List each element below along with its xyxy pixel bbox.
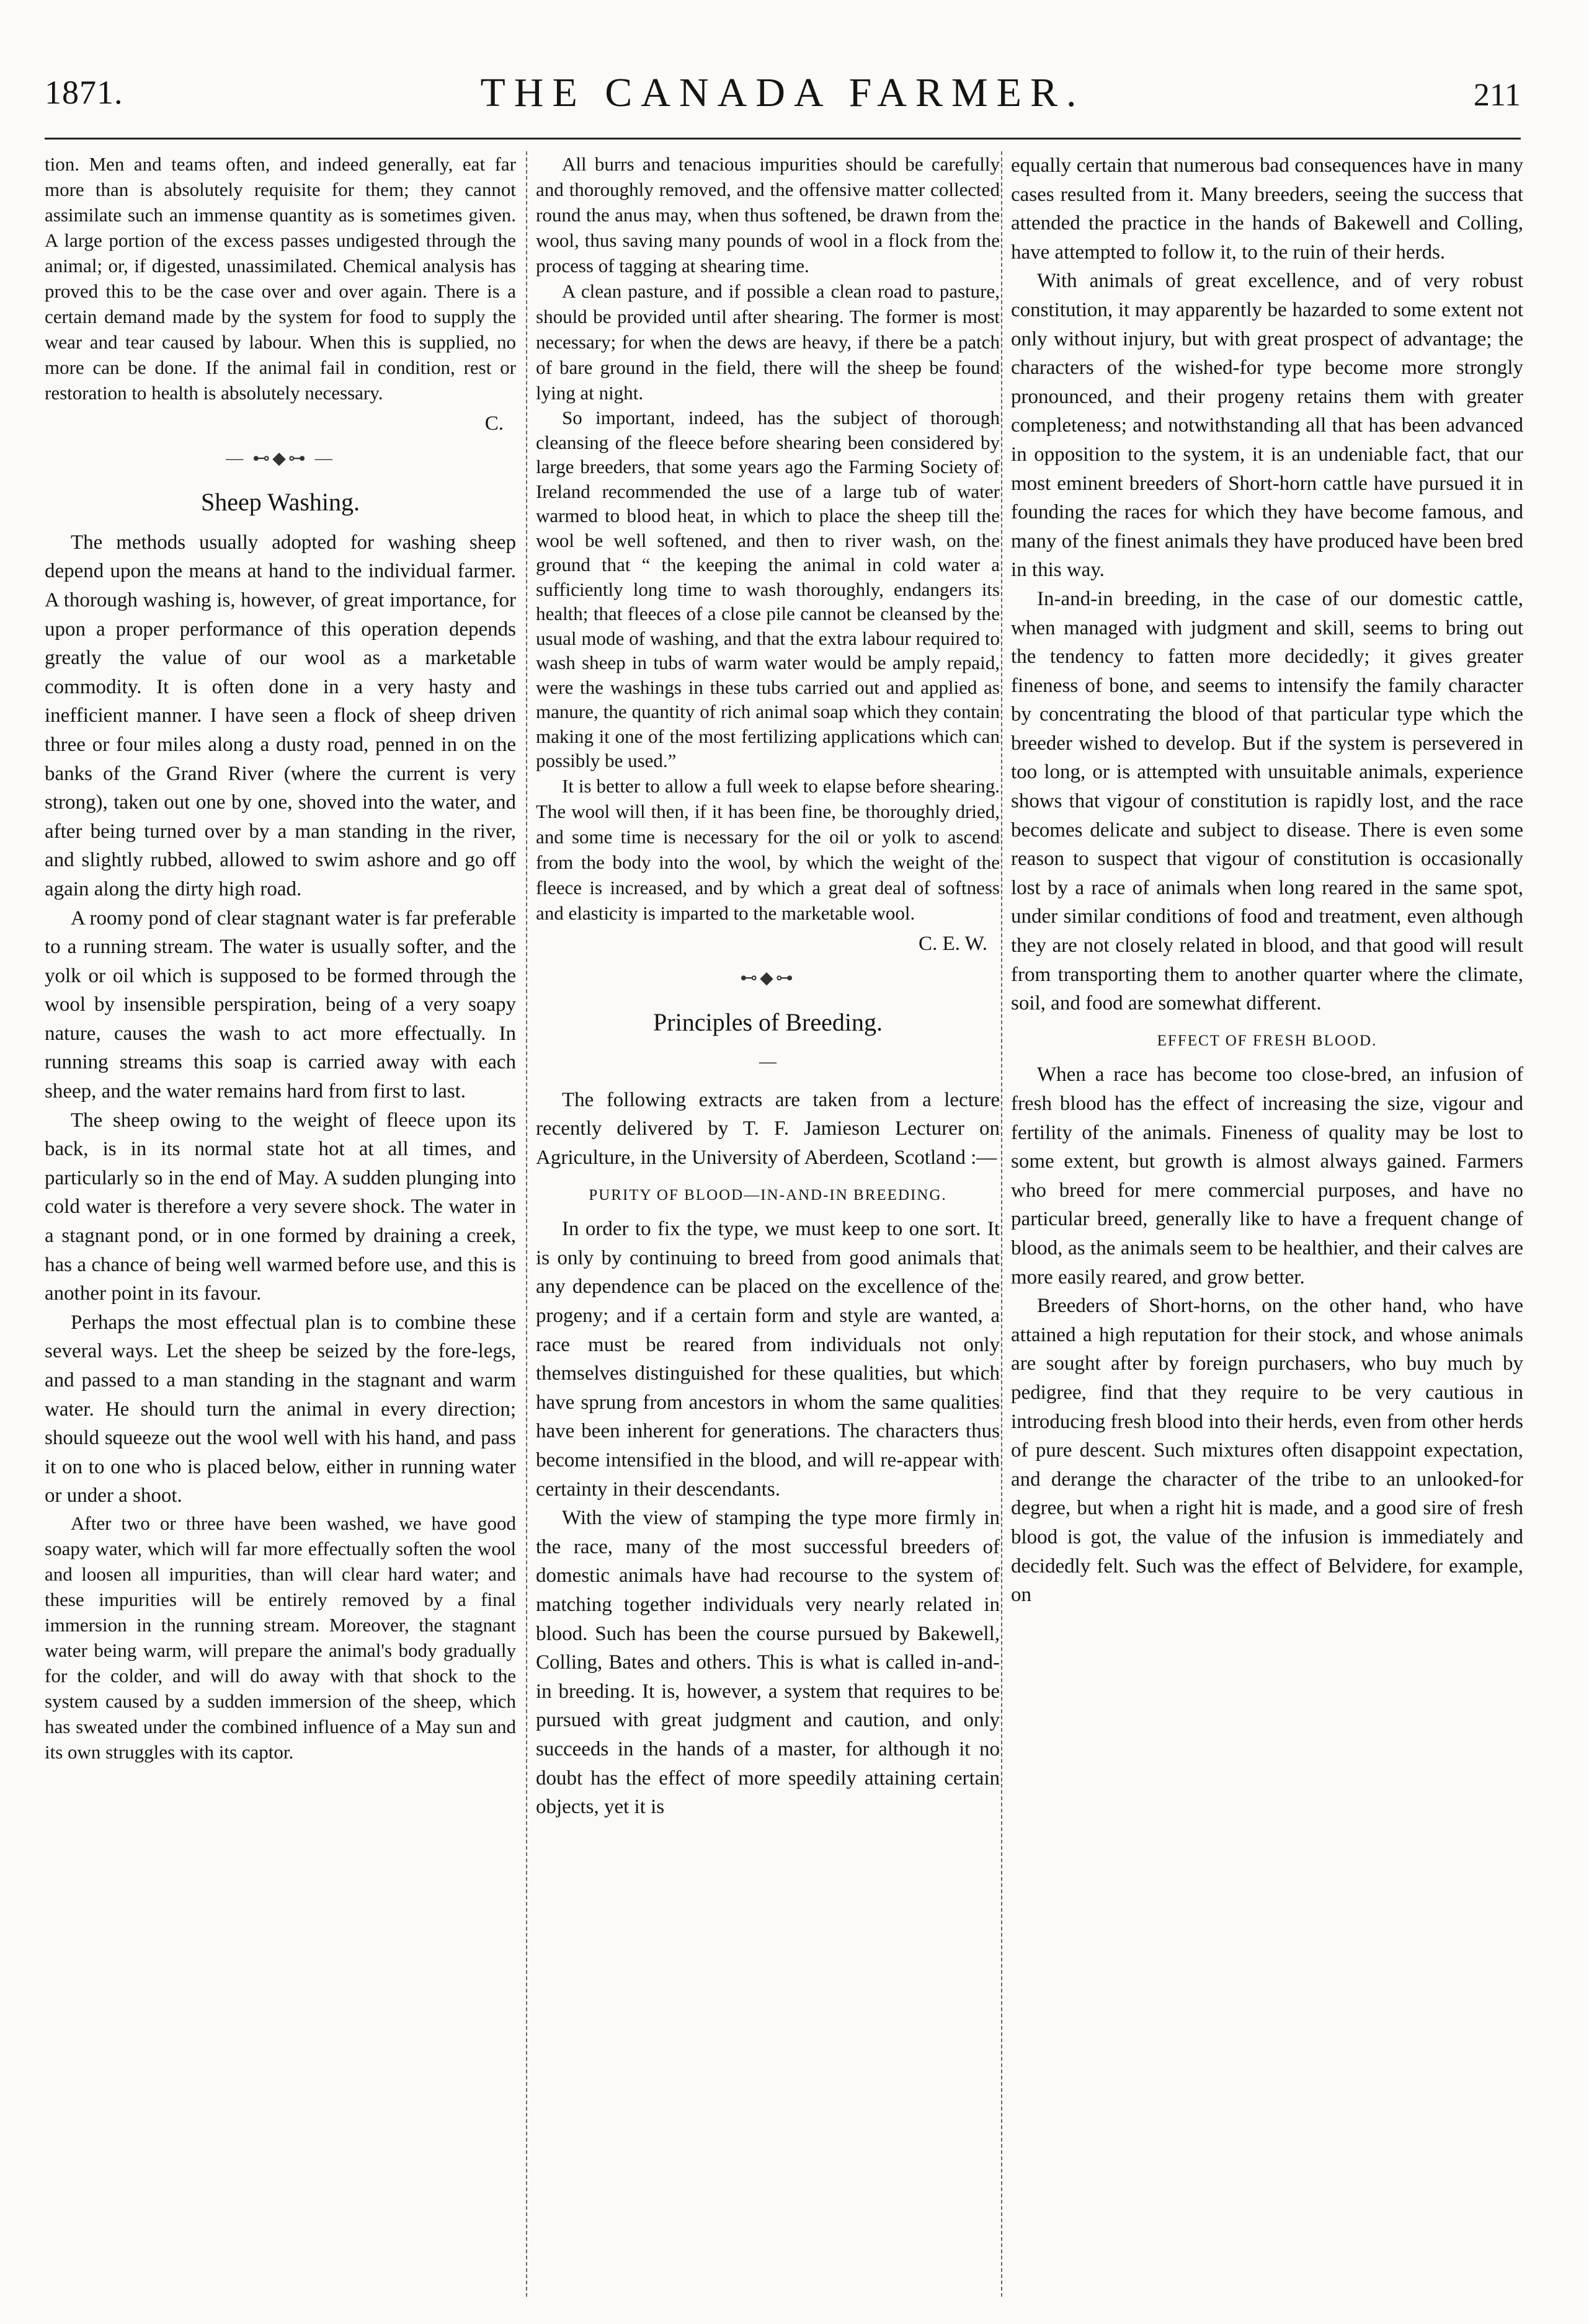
paragraph: It is better to allow a full week to elapse before shearing. The wool will then, if it has been fine, be thoroughly dried, and some time is necessary for the oil or yolk to ascend from the body into the wool, by which the weight of the fleece is increased, and by which a great deal of softness and elasticity is imparted to the marketable wool.	[536, 774, 1000, 924]
column-3	[1001, 151, 1523, 2297]
subheading: PURITY OF BLOOD—IN-AND-IN BREEDING.	[589, 1186, 947, 1204]
header-page-number: 211	[1473, 78, 1521, 113]
paragraph: In order to fix the type, we must keep to one sort. It is only by continuing to breed from good animals that any dependence can be placed on the excellence of the progeny; and if a certain form and style are wanted, a race must be reared from individuals not only themselves distinguished for these qualities, but which have sprung from ancestors in whom the same qualities have been inherent for generations. The characters thus become intensified in the blood, and will re-appear with certainty in their descendants.	[536, 1218, 1000, 1501]
article-heading: Principles of Breeding.	[653, 1008, 883, 1036]
subheading: EFFECT OF FRESH BLOOD.	[1157, 1032, 1378, 1049]
article-heading: Sheep Washing.	[200, 488, 360, 517]
paragraph: So important, indeed, has the subject of thorough cleansing of the fleece before shearing been considered by large breeders, that some years ago the Farming Society of Ireland recommended the use of a large tub of water warmed to blood heat, in which to place the sheep till the wool be well softened, and then to river wash, on the ground that “ the keeping the animal in cold water a sufficiently long time to wash thoroughly, endangers its health; that fleeces of a close pile cannot be cleansed by the usual mode of washing, and that the extra labour required to wash sheep in tubs of warm water would be amply repaid, were the washings in these tubs carried out and applied as manure, the quantity of rich animal soap which they contain making it one of the most fertilizing applications which can possibly be used.”	[536, 407, 1000, 771]
header-year: 1871.	[45, 74, 123, 111]
header-title: THE CANADA FARMER.	[480, 70, 1085, 115]
paragraph: When a race has become too close-bred, an infusion of fresh blood has the effect of increasing the size, vigour and fertility of the animals. Fineness of quality may be lost to some extent, but growth is almost always gained. Farmers who breed for mere commercial purposes, and have no particular breed, generally like to have a frequent change of blood, as the animals seem to be healthier, and their calves are more easily reared, and grow better.	[1011, 1063, 1523, 1288]
section-ornament: ⊷◆⊶	[740, 969, 796, 988]
paragraph: In-and-in breeding, in the case of our domestic cattle, when managed with judgment and skill, seems to bring out the tendency to fatten more decidedly; it gives greater fineness of bone, and seems to intensify the family character by concentrating the blood of that particular type which the breeder wished to develop. But if the system is persevered in too long, or is attempted with unsuitable animals, experience shows that vigour of constitution is rapidly lost, and the race becomes delicate and subject to disease. There is even some reason to suspect that vigour of constitution is occasionally lost by a race of animals when long reared in the same spot, under similar conditions of food and treatment, even although they are not closely related in blood, and that good will result from transporting them to another quarter where the climate, soil, and food are somewhat different.	[1011, 587, 1523, 1015]
paragraph: With animals of great excellence, and of very robust constitution, it may apparently be hazarded to some extent not only without injury, but with great prospect of advantage; the characters of the wished-for type become more strongly pronounced, and their progeny retains them with greater completeness; and notwithstanding all that has been advanced in opposition to the system, it is an undeniable fact, that our most eminent breeders of Short-horn cattle have pursued it in founding the races for which they have become famous, and many of the finest animals they have produced have been bred in this way.	[1011, 270, 1523, 582]
paragraph: A clean pasture, and if possible a clean road to pasture, should be provided until after shearing. The former is most necessary; for when the dews are heavy, if there be a patch of bare ground in the field, there will the sheep be found lying at night.	[536, 280, 1000, 404]
section-ornament: — ⊷◆⊶ —	[226, 448, 335, 468]
paragraph: Breeders of Short-horns, on the other hand, who have attained a high reputation for their stock, and whose animals are sought after by foreign purchasers, who buy much by pedigree, find that they require to be very cautious in introducing fresh blood into their herds, even from other herds of pure descent. Such mixtures often disappoint expectation, and derange the character of the tribe to an unlooked-for degree, but when a right hit is made, and a good sire of fresh blood is got, the value of the infusion is immediately and decidedly felt. Such was the effect of Belvidere, for example, on	[1011, 1295, 1523, 1607]
column-2	[526, 151, 1000, 2297]
paragraph: equally certain that numerous bad consequences have in many cases resulted from it. Many breeders, seeing the success that attended the practice in the hands of Bakewell and Colling, have attempted to follow it, to the ruin of their herds.	[1011, 154, 1523, 264]
column-1	[45, 151, 516, 2297]
page-header	[45, 70, 1521, 133]
paragraph: The sheep owing to the weight of fleece upon its back, is in its normal state hot at all times, and particularly so in the end of May. A sudden plunging into cold water is therefore a very severe shock. The water in a stagnant pond, or in one formed by draining a creek, has a chance of being well warmed before use, and this is another point in its favour.	[45, 1109, 516, 1305]
paragraph: Perhaps the most effectual plan is to combine these several ways. Let the sheep be seized by the fore-legs, and passed to a man standing in the stagnant and warm water. He should turn the animal in every direction; should squeeze out the wool well with his hand, and pass it on to one who is placed below, either in running water or under a shoot.	[45, 1311, 516, 1507]
paragraph: The following extracts are taken from a lecture recently delivered by T. F. Jamieson Lecturer on Agriculture, in the University of Aberdeen, Scotland :—	[536, 1088, 1000, 1169]
paragraph: With the view of stamping the type more firmly in the race, many of the most successful breeders of domestic animals have had recourse to the system of matching together individuals very nearly related in blood. Such has been the course pursued by Bakewell, Colling, Bates and others. This is what is called in-and-in breeding. It is, however, a system that requires to be pursued with great judgment and caution, and only succeeds in the hands of a master, for although it no doubt has the effect of more speedily attaining certain objects, yet it is	[536, 1507, 1000, 1819]
heading-dash: —	[759, 1052, 777, 1072]
paragraph: The methods usually adopted for washing sheep depend upon the means at hand to the individual farmer. A thorough washing is, however, of great importance, for upon a proper performance of this operation depends greatly the value of our wool as a marketable commodity. It is often done in a very hasty and inefficient manner. I have seen a flock of sheep driven three or four miles along a dusty road, penned in on the banks of the Grand River (where the current is very strong), taken out one by one, shoved into the water, and after being turned over by a man standing in the river, and slightly rubbed, allowed to swim ashore and go off again along the dirty high road.	[45, 531, 516, 900]
signature: C.	[484, 412, 504, 435]
header-rule	[45, 138, 1521, 140]
signature: C. E. W.	[919, 932, 987, 955]
paragraph: All burrs and tenacious impurities should be carefully and thoroughly removed, and the offensive matter collected round the anus may, when thus softened, be drawn from the wool, thus saving many pounds of wool in a flock from the process of tagging at shearing time.	[536, 153, 1000, 277]
paragraph: A roomy pond of clear stagnant water is far preferable to a running stream. The water is usually softer, and the yolk or oil which is supposed to be formed through the wool by insensible perspiration, being of a very soapy nature, causes the wash to act more effectually. In running streams this soap is carried away with each sheep, and the water remains hard from first to last.	[45, 907, 516, 1103]
paragraph: After two or three have been washed, we have good soapy water, which will far more effectually soften the wool and loosen all impurities, than will clear hard water; and these impurities will be entirely removed by a final immersion in the running stream. Moreover, the stagnant water being warm, will prepare the animal's body gradually for the colder, and will do away with that shock to the system caused by a sudden immersion of the sheep, which has sweated under the combined influence of a May sun and its own struggles with its captor.	[45, 1512, 516, 1763]
paragraph: tion. Men and teams often, and indeed generally, eat far more than is absolutely requisite for them; they cannot assimilate such an immense quantity as is sometimes given. A large portion of the excess passes undigested through the animal; or, if digested, unassimilated. Chemical analysis has proved this to be the case over and over again. There is a certain demand made by the system for food to supply the wear and tear caused by labour. When this is supplied, no more can be done. If the animal fail in condition, rest or restoration to health is absolutely necessary.	[45, 153, 516, 404]
